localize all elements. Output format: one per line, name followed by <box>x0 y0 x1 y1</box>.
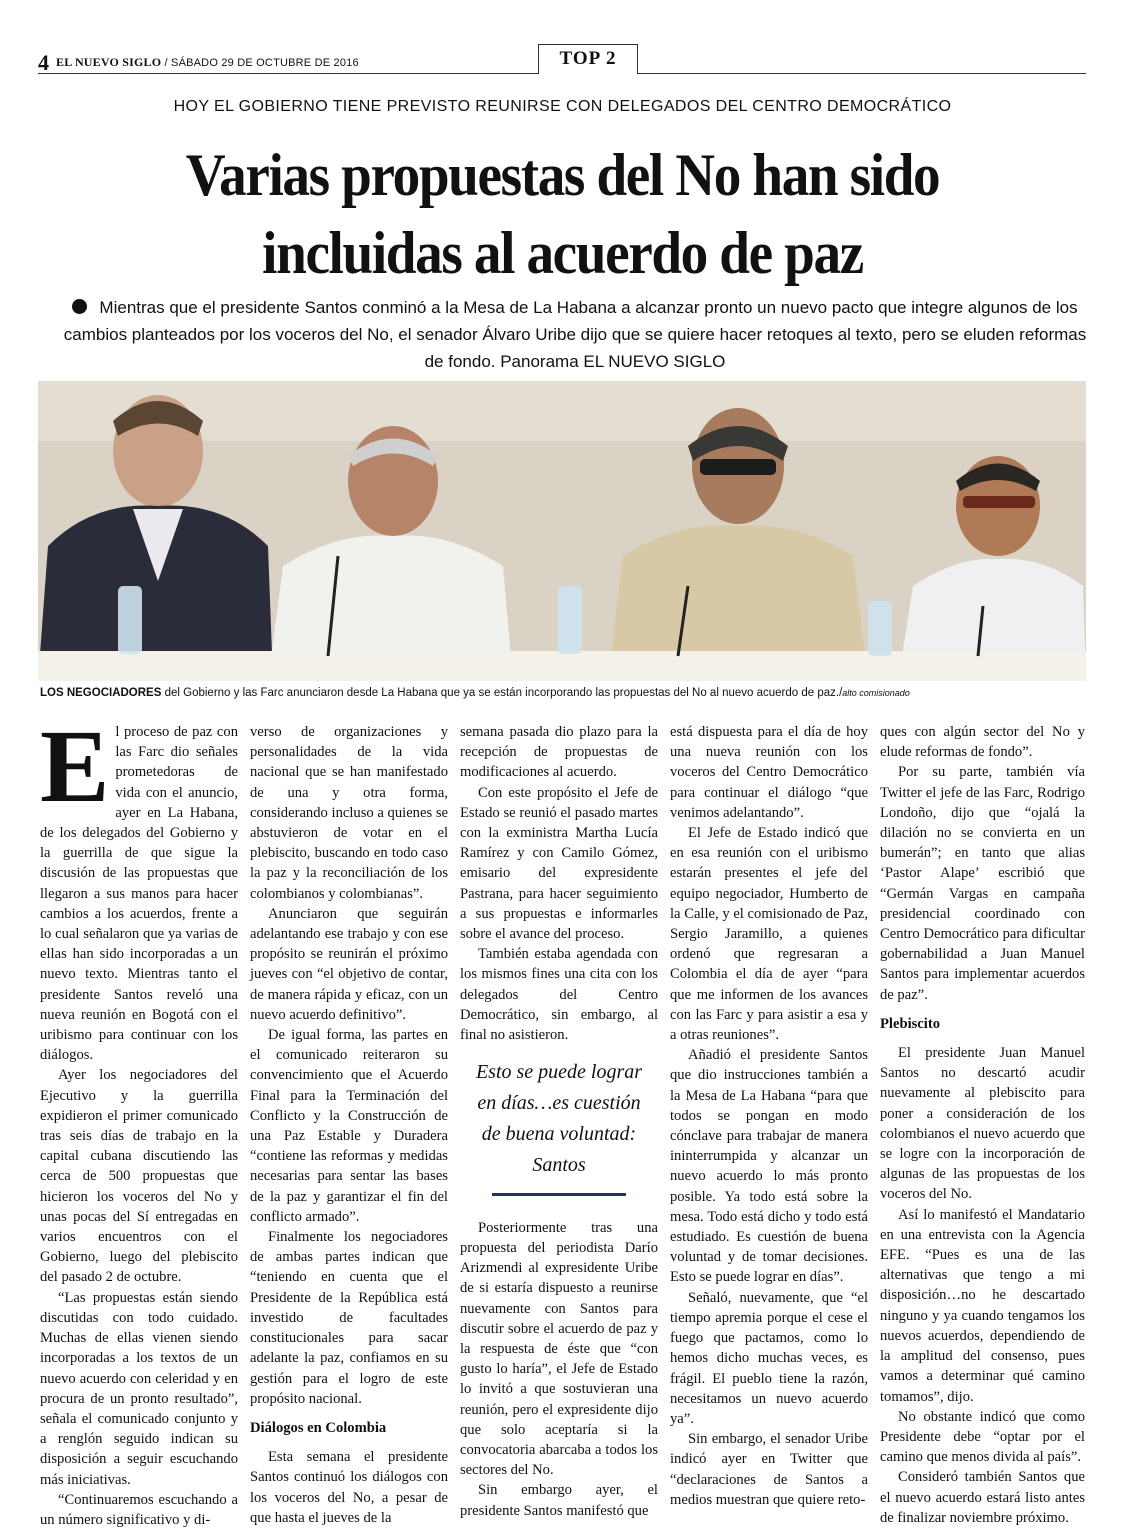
paragraph: También estaba agendada con los mismos fines una cita con los delegados del Centro Democrático, sin embargo, al final no asistieron. <box>460 946 658 1044</box>
headline-line-1: Varias propuestas del No han sido <box>185 142 940 208</box>
paragraph: está dispuesta para el día de hoy una nueva reunión con los voceros del Centro Democrático para continuar el diálogo “que venimos adelantando”. <box>670 724 868 821</box>
paper-info <box>56 55 359 70</box>
paragraph: Esta semana el presidente Santos continuó los diálogos con los voceros del No, a pesar de que hasta el jueves de la <box>250 1449 448 1526</box>
paper-name: EL NUEVO SIGLO <box>56 55 162 69</box>
paragraph: No obstante indicó que como Presidente debe “optar por el camino que menos divida al país”. <box>880 1408 1085 1466</box>
bullet-icon <box>72 299 87 314</box>
paragraph: Con este propósito el Jefe de Estado se reunió el pasado martes con la exministra Martha Lucía Ramírez y con Camilo Gómez, emisario del expresidente Pastrana, para hacer seguimiento a sus propuestas e informarles sobre el avance del proceso. <box>460 784 658 943</box>
column-3 <box>460 722 658 1521</box>
paragraph: Anunciaron que seguirán adelantando ese trabajo y con ese propósito se reunirán el próximo jueves con “el objetivo de contar, de manera rápida y eficaz, con un nuevo acuerdo definitivo”. <box>250 905 448 1023</box>
column-4 <box>670 722 868 1510</box>
paragraph: Por su parte, también vía Twitter el jefe de las Farc, Rodrigo Londoño, dijo que “ojalá la dilación no se convierta en un bumerán”; en tanto que alias ‘Pastor Alape’ escribió que “Germán Vargas en campaña presidencial coordinado con Centro Democrático para dificultar gobernabilidad a Juan Manuel Santos para implementar acuerdos de paz”. <box>880 764 1085 1003</box>
pull-quote-text: Esto se puede lograr en días…es cuestión de buena voluntad: Santos <box>475 1061 643 1177</box>
headline <box>45 136 1080 292</box>
caption-credit: alto comisionado <box>842 688 910 698</box>
paragraph: Añadió el presidente Santos que dio instrucciones también a la Mesa de La Habana “para que todos se pongan en modo cónclave para trabajar de manera ininterrumpida y alcanzar un nuevo acuerdo lo más pronto posible. Ya todo está sobre la mesa. Todo está dicho y todo está estudiado. Es cuestión de buena voluntad y de tomar decisiones. Esto se puede lograr en días”. <box>670 1047 868 1286</box>
lead-paragraph <box>55 294 1095 375</box>
paragraph: Ayer los negociadores del Ejecutivo y la guerrilla expidieron el primer comunicado tras seis días de trabajo en la capital cubana discutiendo las cerca de 500 propuestas que hicieron los voceros del No y unas pocas del Sí entregadas en varios encuentros con el Gobierno, luego del plebiscito del pasado 2 de octubre. <box>40 1067 238 1286</box>
headline-line-2: incluidas al acuerdo de paz <box>262 220 863 286</box>
paragraph: semana pasada dio plazo para la recepción de propuestas de modificaciones al acuerdo. <box>460 724 658 781</box>
paragraph: verso de organizaciones y personalidades de la vida nacional que se han manifestado de una y otra forma, considerando incluso a quienes se abstuvieron de votar en el plebiscito, buscando en todo caso la paz y la reconciliación de los colombianos y colombianas”. <box>250 724 448 902</box>
paragraph: Posteriormente tras una propuesta del periodista Darío Arizmendi al expresidente Uribe de si estaría dispuesto a reunirse nuevamente con Santos para discutir sobre el acuerdo de paz y la respuesta de éste que “con gusto lo haría”, el Jefe de Estado lo invitó a que sostuvieran una reunión, pero el expresidente dijo que solo aceptaría si la convocatoria abarcaba a todos los sectores del No. <box>460 1219 658 1479</box>
caption-lead: LOS NEGOCIADORES <box>40 687 162 699</box>
page-number: 4 <box>38 50 49 75</box>
paragraph: Consideró también Santos que el nuevo acuerdo estará listo antes de finalizar noviembre próximo. <box>880 1469 1085 1526</box>
kicker: HOY EL GOBIERNO TIENE PREVISTO REUNIRSE CON DELEGADOS DEL CENTRO DEMOCRÁTICO <box>173 98 952 115</box>
page-header <box>38 44 1086 74</box>
subheading-dialogos: Diálogos en Colombia <box>250 1419 387 1436</box>
subheading-plebiscito: Plebiscito <box>880 1015 940 1032</box>
paragraph: Sin embargo, el senador Uribe indicó ayer en Twitter que “declaraciones de Santos a medios muestran que quiere reto- <box>670 1431 868 1508</box>
paragraph: El Jefe de Estado indicó que en esa reunión con el uribismo estarán presentes el jefe del equipo negociador, Humberto de la Calle, y el comisionado de Paz, Sergio Jaramillo, a quienes ordenó que regresaran a Colombia el día de ayer “para que me informen de los avances con las Farc y para asistir a esa y a otras reuniones”. <box>670 825 868 1044</box>
paragraph: De igual forma, las partes en el comunicado reiteraron su convencimiento que el Acuerdo Final para la Terminación del Conflicto y la Construcción de una Paz Estable y Duradera “contiene las reformas y medidas necesarias para sentar las bases de la paz y garantizar el fin del conflicto armado”. <box>250 1027 448 1225</box>
drop-cap: E <box>40 709 110 824</box>
column-1 <box>40 709 238 1530</box>
lead-text: Mientras que el presidente Santos conminó a la Mesa de La Habana a alcanzar pronto un nuevo pacto que integre algunos de los cambios planteados por los voceros del No, el senador Álvaro Uribe dijo que se quiere hacer retoques al texto, pero se eluden reformas de fondo. Panorama EL NUEVO SIGLO <box>63 298 1087 371</box>
negotiators-photo <box>38 381 1086 681</box>
paragraph: “Las propuestas están siendo discutidas con todo cuidado. Muchas de ellas vienen siendo incorporadas a los textos de un nuevo acuerdo con celeridad y en procura de un pronto resultado”, señala el comunicado conjunto y a renglón seguido indican su disposición a seguir escuchando más iniciativas. <box>40 1289 238 1488</box>
issue-date: / SÁBADO 29 DE OCTUBRE DE 2016 <box>161 57 359 69</box>
photo-caption <box>40 687 1080 699</box>
paragraph: Así lo manifestó el Mandatario en una entrevista con la Agencia EFE. “Pues es una de las alternativas que tengo a mi disposición…no he descartado ninguno y ya cuando tengamos los nuevos acuerdos, dependiendo de la amplitud del consenso, pues vamos a determinar qué camino tomamos”, dijo. <box>880 1206 1085 1405</box>
article-photo <box>38 381 1086 681</box>
column-5 <box>880 722 1085 1528</box>
column-2 <box>250 722 448 1528</box>
caption-text: del Gobierno y las Farc anunciaron desde La Habana que ya se están incorporando las propuestas del No al nuevo acuerdo de paz./ <box>161 687 843 699</box>
paragraph: El presidente Juan Manuel Santos no descartó acudir nuevamente al plebiscito para poner a consideración de los colombianos el nuevo acuerdo que se logre con la incorporación de algunas de las propuestas de los voceros del No. <box>880 1045 1085 1203</box>
paragraph: Sin embargo ayer, el presidente Santos manifestó que <box>460 1482 658 1519</box>
paragraph: “Continuaremos escuchando a un número significativo y di- <box>40 1491 238 1528</box>
paragraph: Finalmente los negociadores de ambas partes indican que “teniendo en cuenta que el Presidente de la República está investido de facultades constitucionales para sacar adelante la paz, confiamos en su gestión para el logro de este propósito nacional. <box>250 1229 448 1407</box>
paragraph-text: l proceso de paz con las Farc dio señales prometedoras de vida con el anuncio, ayer en La Habana, de los delegados del Gobierno y la guerrilla de que sigue la discusión de las propuestas que llegaron a sus manos para hacer cambios a los acuerdos, frente a lo cual señalaron que ya varias de ellas han sido incorporadas a un nuevo texto. Mientras tanto el presidente Santos reveló una nueva reunión en Bogotá con el uribismo para continuar con los diálogos. <box>40 724 238 1064</box>
pull-quote <box>468 1057 650 1196</box>
paragraph <box>40 709 238 1065</box>
paragraph: Señaló, nuevamente, que “el tiempo apremia porque el cese el fuego que pactamos, como lo hemos dicho muchas veces, es frágil. El pueblo tiene la razón, necesitamos un nuevo acuerdo ya”. <box>670 1289 868 1427</box>
paragraph: ques con algún sector del No y elude reformas de fondo”. <box>880 724 1085 761</box>
section-tag: TOP 2 <box>538 44 638 74</box>
pull-quote-rule <box>492 1193 626 1196</box>
